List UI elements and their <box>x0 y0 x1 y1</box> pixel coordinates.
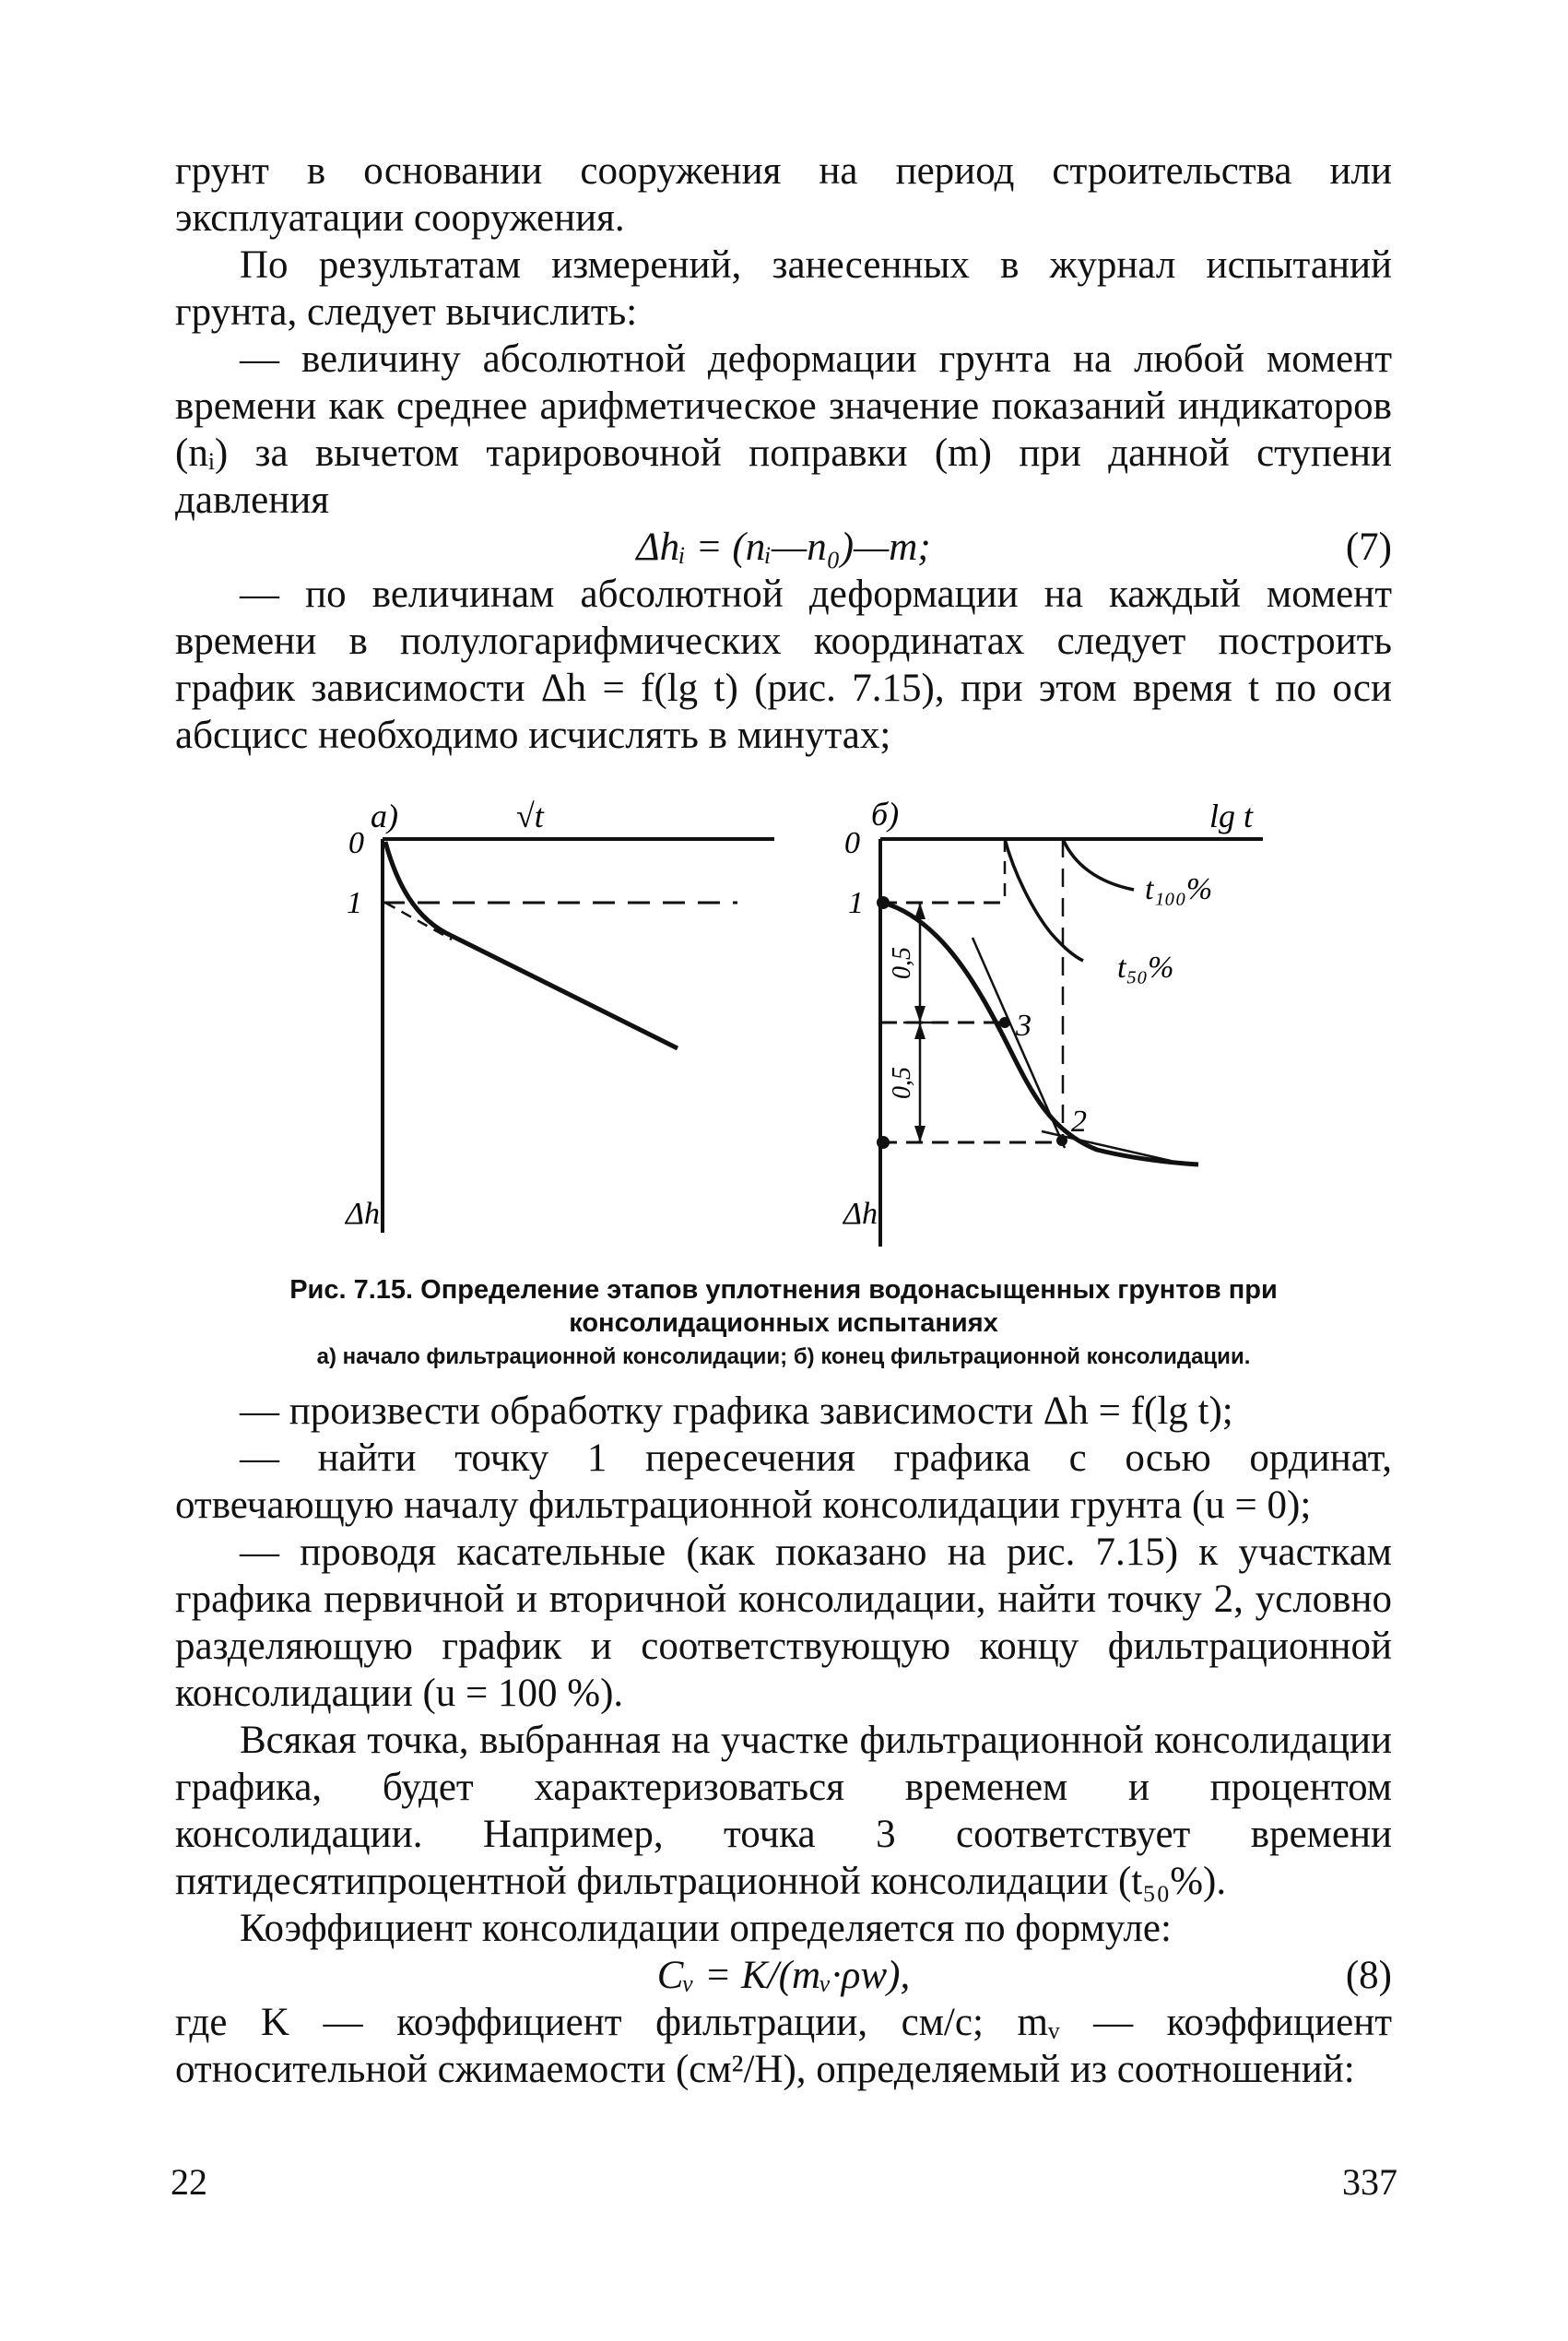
formula-8 <box>175 1952 1392 1999</box>
panel-b-point-bottom-marker <box>877 1136 890 1149</box>
arrow-down-icon <box>914 1006 925 1023</box>
panel-b-tangent-primary <box>973 938 1065 1148</box>
formula-7-expression: Δhᵢ = (nᵢ—n₀)—m; <box>636 526 931 569</box>
paragraph-7: — проводя касательные (как показано на рис. 7.15) к участкам графика первичной и вторичной консолидации, найти точку 2, условно разделяющую график и соответствующую концу фильтрационной консолидации (u = 100 %). <box>175 1531 1392 1715</box>
formula-7-number: (7) <box>1345 526 1392 569</box>
panel-b-point-1-marker <box>877 896 890 909</box>
panel-b-t50: t₅₀% <box>1117 951 1174 985</box>
caption-title: Рис. 7.15. Определение этапов уплотнения водонасыщенных грунтов при консолидационных испытаниях <box>289 1275 1278 1338</box>
panel-b-point-3-marker <box>999 1017 1010 1028</box>
panel-b-curve-t100 <box>1063 839 1134 890</box>
paragraph-1: грунт в основании сооружения на период строительства или эксплуатации сооружения. <box>175 149 1392 240</box>
formula-8-expression: Cᵥ = K/(mᵥ·ρw), <box>656 1954 911 1997</box>
paragraph-8: Всякая точка, выбранная на участке фильтрационной консолидации графика, будет характеризоваться временем и процентом консолидации. Например, точка 3 соответствует времени пятидесятипроцентной фильтрационной консолидации (t₅₀%). <box>175 1719 1392 1903</box>
arrow-up-icon <box>914 1023 925 1039</box>
figure-7-15 <box>175 781 1392 1260</box>
panel-b-axis-x: lg t <box>1209 798 1254 834</box>
figure-caption <box>175 1273 1392 1371</box>
paragraph-9: Коэффициент консолидации определяется по формуле: <box>240 1907 1172 1950</box>
formula-8-number: (8) <box>1345 1954 1392 1997</box>
paragraph-6: — найти точку 1 пересечения графика с осью ординат, отвечающую началу фильтрационной консолидации грунта (u = 0); <box>175 1437 1392 1527</box>
panel-b-label: б) <box>871 796 900 833</box>
panel-b-origin: 0 <box>844 826 860 860</box>
arrow-down-icon <box>914 1126 925 1142</box>
formula-7 <box>175 524 1392 571</box>
panel-b-axis-y: Δh <box>843 1197 878 1231</box>
panel-a-axis-y: Δh <box>346 1197 380 1231</box>
figure-diagram <box>175 781 1392 1260</box>
panel-b-half-2: 0,5 <box>888 1067 916 1099</box>
page-number: 337 <box>1342 2161 1397 2203</box>
panel-a-label: a) <box>371 798 398 834</box>
panel-b-half-1: 0,5 <box>888 947 916 979</box>
panel-b-curve <box>883 903 1198 1165</box>
panel-b-t100: t₁₀₀% <box>1145 872 1213 906</box>
paragraph-3: — величину абсолютной деформации грунта на любой момент времени как среднее арифметическое значение показаний индикаторов (nᵢ) за вычетом тарировочной поправки (m) при данной ступени давления <box>175 337 1392 522</box>
panel-b-point-2: 2 <box>1071 1105 1087 1139</box>
panel-b-point-3: 3 <box>1016 1009 1032 1043</box>
panel-a-curve <box>385 842 678 1048</box>
panel-a-axis-x: √t <box>516 798 544 834</box>
paragraph-4: — по величинам абсолютной деформации на каждый момент времени в полулогарифмических координатах следует построить график зависимости Δh = f(lg t) (рис. 7.15), при этом время t по оси абсцисс необходимо исчислять в минутах; <box>175 573 1392 757</box>
panel-b-curve-t50 <box>1005 839 1083 961</box>
panel-b-point-2-marker <box>1056 1135 1067 1146</box>
panel-a-origin: 0 <box>348 826 364 860</box>
page-body <box>175 148 1392 2093</box>
paragraph-10: где K — коэффициент фильтрации, см/с; mᵥ — коэффициент относительной сжимаемости (см²/Н), определяемый из соотношений: <box>175 2001 1392 2091</box>
paragraph-2: По результатам измерений, занесенных в журнал испытаний грунта, следует вычислить: <box>175 243 1392 334</box>
signature-number: 22 <box>171 2161 207 2203</box>
panel-a-point-1: 1 <box>347 886 362 920</box>
panel-b-point-1: 1 <box>848 886 864 920</box>
caption-legend: а) начало фильтрационной консолидации; б) конец фильтрационной консолидации. <box>316 1344 1251 1369</box>
paragraph-5: — произвести обработку графика зависимости Δh = f(lg t); <box>240 1389 1233 1433</box>
